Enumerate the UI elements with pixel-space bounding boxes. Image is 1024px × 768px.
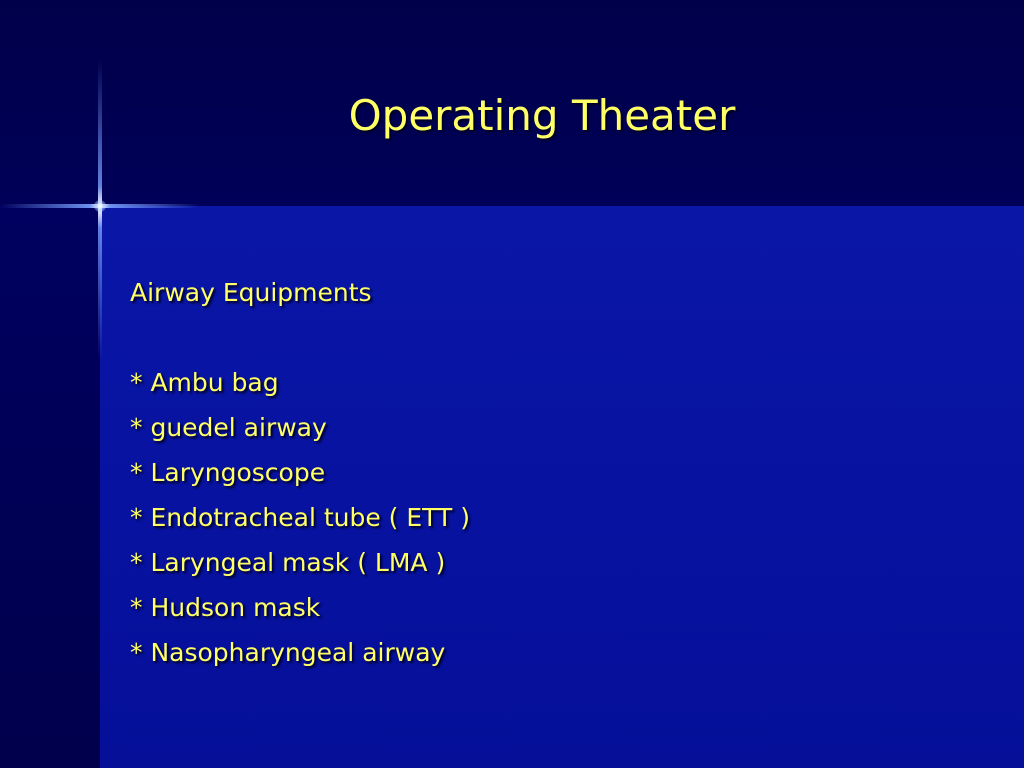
list-item: * Hudson mask [130, 593, 321, 622]
list-item: * Laryngeal mask ( LMA ) [130, 548, 446, 577]
list-item: * Ambu bag [130, 368, 279, 397]
list-item: * Laryngoscope [130, 458, 326, 487]
blank-line [130, 315, 990, 360]
left-band [0, 206, 100, 768]
section-heading: Airway Equipments [130, 278, 372, 307]
list-item: * Nasopharyngeal airway [130, 638, 446, 667]
list-item: * guedel airway [130, 413, 327, 442]
slide-body [130, 270, 990, 675]
light-flare-core [94, 200, 106, 212]
slide-title: Operating Theater [348, 91, 736, 140]
list-item: * Endotracheal tube ( ETT ) [130, 503, 470, 532]
